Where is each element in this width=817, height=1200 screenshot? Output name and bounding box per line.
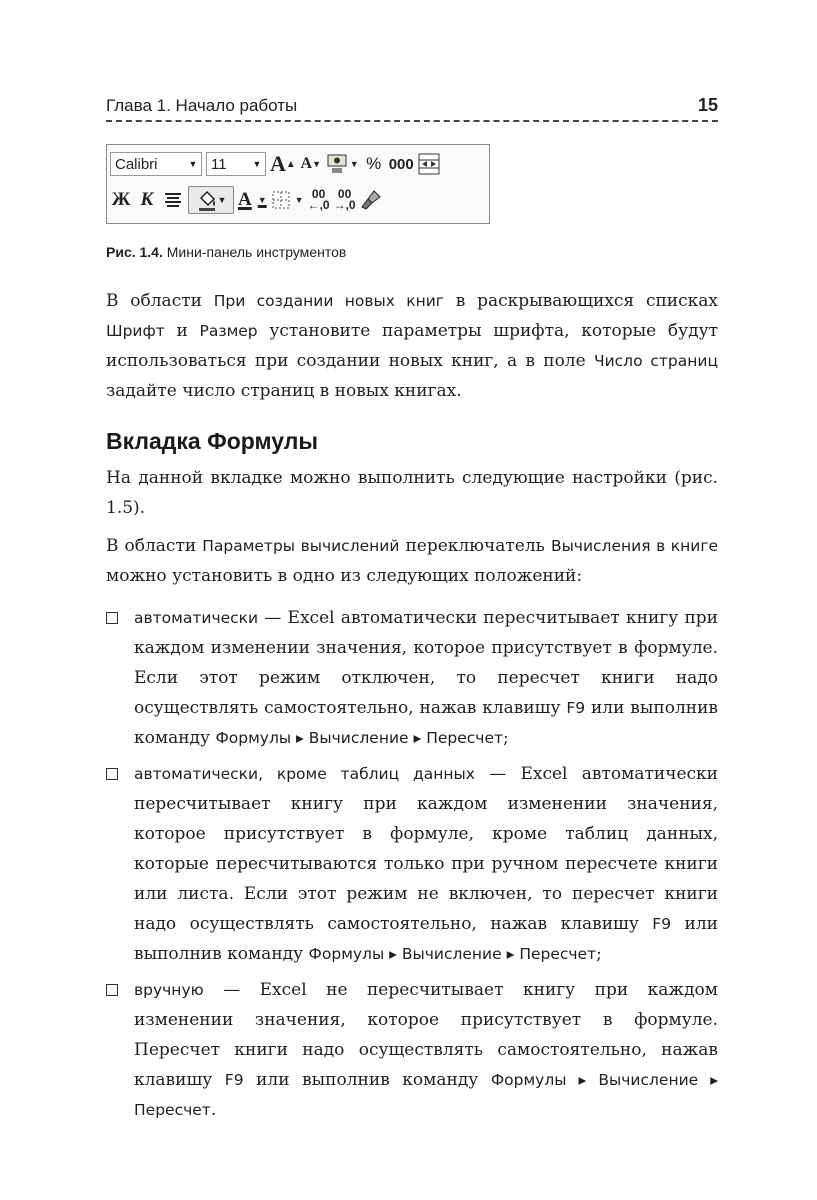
paragraph-1 (106, 286, 718, 406)
command-step: Формулы (215, 729, 292, 747)
increase-decimal-icon: 00 (311, 187, 326, 201)
text: ; (596, 944, 602, 964)
italic-button[interactable] (136, 187, 158, 213)
text: в раскрывающихся списках (443, 291, 719, 311)
ui-term: Шрифт (106, 322, 165, 340)
toolbar-row-2 (110, 184, 382, 216)
ui-term: автоматически (134, 609, 259, 627)
decrease-decimal-button[interactable] (334, 187, 356, 213)
arrow-right-icon: ▸ (408, 729, 427, 747)
ui-term: Параметры вычислений (202, 537, 400, 555)
section-heading: Вкладка Формулы (106, 428, 318, 454)
bold-icon: Ж (111, 189, 131, 210)
chevron-down-icon: ▼ (252, 159, 262, 169)
borders-icon (271, 190, 291, 210)
merge-center-button[interactable] (418, 151, 440, 177)
figure-caption-text: Мини-панель инструментов (166, 244, 347, 260)
checkbox-bullet-icon (106, 984, 118, 996)
command-step: Формулы (308, 945, 385, 963)
chevron-down-icon: ▼ (294, 195, 304, 205)
increase-decimal-button[interactable] (308, 187, 330, 213)
italic-icon: К (140, 189, 154, 210)
figure-caption (106, 244, 718, 260)
percent-button[interactable] (363, 151, 385, 177)
grow-font-icon: A (270, 151, 286, 176)
font-size-value: 11 (211, 155, 227, 173)
percent-icon: % (366, 154, 382, 173)
font-color-icon: A (238, 189, 252, 210)
ui-term: вручную (134, 981, 204, 999)
text: В области (106, 291, 214, 311)
shrink-font-icon: A (300, 155, 313, 172)
decrease-decimal-icon: 00 (337, 187, 352, 201)
merge-cells-icon (418, 153, 440, 175)
text: . (210, 1100, 217, 1120)
text: — Excel не пересчитывает книгу при каждом изменении значения, которое присутствует в формуле. Пересчет книги надо осуществлять самостоятельно, нажав клавишу (134, 980, 718, 1090)
text: или выполнив команду (243, 1070, 491, 1090)
key-name: F9 (652, 915, 672, 933)
ui-term: Размер (199, 322, 258, 340)
book-page (106, 92, 718, 1131)
paragraph-2: На данной вкладке можно выполнить следующие настройки (рис. 1.5). (106, 468, 718, 518)
text: или выполнив команду (134, 698, 718, 748)
thousands-icon: 000 (388, 155, 414, 173)
command-step: Пересчет (134, 1101, 211, 1119)
format-painter-button[interactable] (360, 187, 382, 213)
decimal-arrow-icon: ←,0 (307, 198, 330, 212)
checkbox-bullet-icon (106, 612, 118, 624)
arrow-right-icon: ▸ (698, 1071, 719, 1089)
text: или выполнив команду (134, 914, 718, 964)
chevron-down-icon: ▼ (257, 195, 267, 205)
chevron-down-icon: ▼ (349, 159, 359, 169)
mini-toolbar-figure (106, 144, 490, 224)
text: ; (503, 728, 509, 748)
text: и (164, 321, 200, 341)
accounting-format-button[interactable] (326, 151, 359, 177)
paint-bucket-icon (196, 189, 218, 211)
currency-icon (326, 153, 350, 175)
arrow-right-icon: ▸ (501, 945, 520, 963)
font-name-value: Calibri (115, 155, 158, 173)
text: В области (106, 536, 203, 556)
checkbox-bullet-icon (106, 768, 118, 780)
command-step: Вычисление (308, 729, 409, 747)
running-header (106, 92, 718, 122)
arrow-right-icon: ▸ (566, 1071, 599, 1089)
align-center-button[interactable] (162, 187, 184, 213)
brush-icon (360, 189, 382, 211)
options-list (106, 603, 718, 1125)
align-center-icon (162, 190, 184, 210)
list-item (106, 975, 718, 1125)
chapter-title: Глава 1. Начало работы (106, 96, 298, 115)
font-name-combo[interactable] (110, 152, 202, 176)
chevron-down-icon: ▼ (217, 195, 227, 205)
paragraph-3 (106, 531, 718, 591)
list-item (106, 759, 718, 969)
ui-term: При создании новых книг (213, 292, 444, 310)
shrink-font-button[interactable]: A ▼ (300, 155, 322, 172)
bold-button[interactable] (110, 187, 132, 213)
ui-term: автоматически, кроме таблиц данных (134, 765, 475, 783)
chevron-down-icon: ▼ (188, 159, 198, 169)
grow-font-button[interactable]: A ▲ (270, 151, 296, 176)
command-step: Вычисление (598, 1071, 699, 1089)
command-step: Пересчет (519, 945, 597, 963)
page-number: 15 (697, 95, 718, 115)
text: — Excel автоматически пересчитывает книгу при каждом изменении значения, которое присутствует в формуле, кроме таблиц данных, которые пересчитываются только при ручном пересчете книги или листа. Если этот режим не включен, то пересчет книги надо осуществлять самостоятельно, нажав клавишу (134, 764, 718, 934)
decimal-arrow-icon: →,0 (333, 198, 356, 212)
text: — Excel автоматически пересчитывает книгу при каждом изменении значения, которое присутствует в формуле. Если этот режим отключен, то пересчет книги надо осуществлять самостоятельно, нажав клавишу (134, 608, 718, 718)
text: переключатель (399, 536, 551, 556)
text: можно установить в одно из следующих положений: (106, 566, 583, 586)
toolbar-row-1 (110, 148, 440, 180)
arrow-right-icon: ▸ (384, 945, 402, 963)
text: установите параметры шрифта, которые будут использоваться при создании новых книг, а в поле (106, 321, 718, 371)
command-step: Пересчет (426, 729, 504, 747)
font-size-combo[interactable] (206, 152, 266, 176)
arrow-right-icon: ▸ (291, 729, 309, 747)
ui-term: Вычисления в книге (550, 537, 719, 555)
thousands-button[interactable] (389, 151, 414, 177)
font-color-button[interactable] (238, 187, 267, 213)
command-step: Вычисление (401, 945, 502, 963)
figure-label: Рис. 1.4. (106, 244, 163, 260)
key-name: F9 (224, 1071, 244, 1089)
list-item (106, 603, 718, 753)
ui-term: Число страниц (593, 352, 719, 370)
command-step: Формулы (490, 1071, 567, 1089)
key-name: F9 (566, 699, 586, 717)
fill-color-button[interactable] (188, 186, 234, 214)
text: задайте число страниц в новых книгах. (106, 381, 462, 401)
borders-button[interactable] (271, 187, 304, 213)
